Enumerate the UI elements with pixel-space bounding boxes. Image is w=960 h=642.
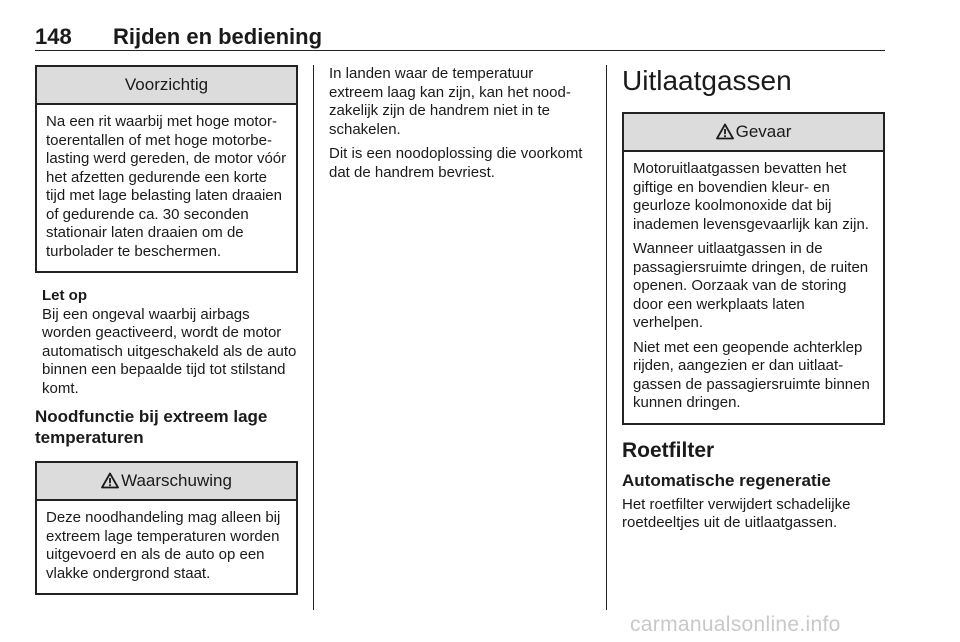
watermark: carmanualsonline.info — [630, 613, 841, 636]
caution-box — [35, 65, 298, 273]
danger-header — [624, 114, 883, 152]
warning-body — [37, 501, 296, 593]
warning-header — [37, 463, 296, 501]
caution-heading: Voorzichtig — [37, 67, 296, 105]
page-number: 148 — [35, 24, 72, 49]
column-divider — [606, 65, 607, 610]
danger-box — [622, 112, 885, 425]
caution-body — [37, 105, 296, 271]
warning-heading: Waarschuwing — [121, 471, 232, 490]
danger-body — [624, 152, 883, 423]
warning-triangle-icon — [101, 466, 119, 502]
caution-text: Na een rit waarbij met hoge motortoerentallen of met hoge motorbelasting werd gereden, de motor vóór het afzetten gedurende een korte tijd met lage belasting laten draaien of gedurende ca. 30 seconden stationair laten draaien om de turbolader te beschermen. — [46, 113, 287, 260]
running-title: Rijden en bediening — [113, 24, 323, 49]
warning-triangle-icon — [716, 117, 734, 153]
note-block — [35, 287, 298, 398]
note-text: Bij een ongeval waarbij airbags worden geactiveerd, wordt de motor automatisch uitgeschakeld als de auto binnen een bepaalde tijd tot stilstand komt. — [42, 305, 297, 397]
danger-paragraph: Wanneer uitlaatgassen in de passagiersruimte dringen, de ruiten openen. Oorzaak van de storing door een werkplaats laten verhelpen. — [633, 240, 869, 331]
page-header — [35, 24, 885, 51]
danger-paragraph: Motoruitlaatgassen bevatten het giftige en bovendien kleur- en geurloze koolmonoxide dat bij inademen levensgevaarlijk kan zijn. — [633, 160, 869, 233]
column-divider — [313, 65, 314, 610]
paragraph: In landen waar de temperatuur extreem laag kan zijn, kan het noodzakelijk zijn de handrem niet in te schakelen. — [329, 65, 571, 138]
warning-text: Deze noodhandeling mag alleen bij extreem lage temperaturen worden uitgevoerd en als de auto op een vlakke ondergrond staat. — [46, 509, 281, 582]
chapter-title: Uitlaatgassen — [622, 65, 792, 96]
danger-paragraph: Niet met een geopende achterklep rijden, aangezien er dan uitlaatgassen de passagiersruimte binnen kunnen dringen. — [633, 338, 870, 411]
section-heading: Noodfunctie bij extreem lage temperaturen — [35, 407, 268, 447]
paragraph: Dit is een noodoplossing die voorkomt dat de handrem bevriest. — [329, 145, 583, 181]
warning-box — [35, 461, 298, 595]
column-middle — [329, 65, 589, 188]
column-left — [35, 65, 298, 595]
subsection-heading: Automatische regeneratie — [622, 470, 831, 490]
paragraph: Het roetfilter verwijdert schadelijke roetdeeltjes uit de uitlaatgassen. — [622, 495, 851, 531]
section-heading-roetfilter: Roetfilter — [622, 438, 715, 462]
column-right — [622, 65, 885, 539]
danger-heading: Gevaar — [735, 122, 792, 141]
note-label: Let op — [42, 287, 87, 304]
